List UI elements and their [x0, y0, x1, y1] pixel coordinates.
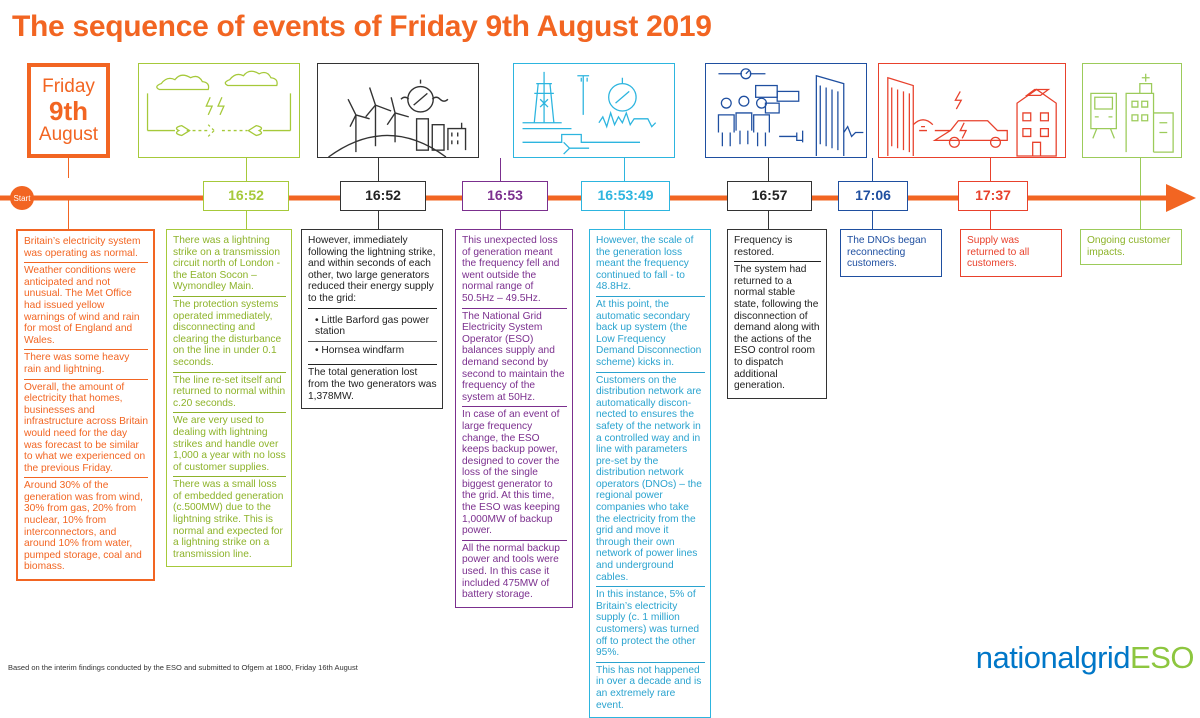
demand-disconnection-description: [589, 229, 711, 718]
connector-3: [500, 158, 501, 182]
time-box-165349: 16:53:49: [581, 181, 670, 211]
event-paragraph: The protection systems operated immediately, disconnecting and clearing the disturbance on the line in under 0.1 seconds.: [173, 296, 286, 372]
logo-text-eso: ESO: [1130, 640, 1194, 675]
event-paragraph: This has not happened in over a decade and is an extremely rare event.: [596, 662, 705, 714]
supply-returned-description: [960, 229, 1062, 277]
event-paragraph: Supply was returned to all customers.: [967, 235, 1030, 270]
customers-illustration: [1082, 63, 1182, 158]
page-title: The sequence of events of Friday 9th August 2019: [12, 10, 712, 43]
generators-description: [301, 229, 443, 409]
date-box: [27, 63, 110, 158]
time-box-1657: 16:57: [727, 181, 812, 211]
time-box-1706: 17:06: [838, 181, 908, 211]
reconnecting-description: [840, 229, 942, 277]
event-paragraph: This unexpected loss of generation meant the frequency fell and went outside the normal range of 50.5Hz – 49.5Hz.: [462, 235, 560, 304]
time-box-1652-lightning: 16:52: [203, 181, 289, 211]
event-paragraph: There was a small loss of embedded generation (c.500MW) due to the lightning strike. This is normal and expected for a lightning strike on a transmission line.: [173, 476, 286, 563]
event-paragraph: Ongoing customer impacts.: [1087, 235, 1171, 258]
date-day: Friday: [42, 76, 95, 97]
event-paragraph: However, immediately following the lightning strike, and within seconds of each other, two large generators reduced their energy supply to the grid:: [308, 235, 436, 304]
footnote: Based on the interim findings conducted by the ESO and submitted to Ofgem at 1800, Friday 16th August: [8, 663, 358, 672]
intro-description: [16, 229, 155, 581]
connector-5: [768, 158, 769, 182]
connector-1: [246, 158, 247, 182]
start-label: Start: [13, 194, 31, 203]
connector-6: [872, 158, 873, 182]
event-paragraph: There was a lightning strike on a transmission circuit north of London - the Eaton Socon – Wymondley Main.: [173, 235, 281, 293]
event-paragraph: However, the scale of the generation loss meant the frequency continued to fall - to 48.8Hz.: [596, 235, 694, 293]
event-paragraph: At this point, the automatic secondary back up system (the Low Frequency Demand Disconnection scheme) kicks in.: [596, 296, 705, 372]
event-paragraph: In this instance, 5% of Britain’s electricity supply (c. 1 million customers) was turned off to protect the other 95%.: [596, 586, 705, 662]
event-paragraph: In case of an event of large frequency change, the ESO keeps backup power, designed to cover the loss of the single biggest generator to the grid. At this time, the ESO was keeping 1,000MW of backup power.: [462, 406, 567, 540]
generator-item: • Hornsea windfarm: [308, 341, 437, 360]
date-month: August: [38, 124, 99, 145]
national-grid-eso-logo: [976, 640, 1194, 676]
time-box-1653: 16:53: [462, 181, 548, 211]
generator-item: • Little Barford gas power station: [315, 314, 429, 338]
lightning-description: [166, 229, 292, 567]
generators-illustration: [317, 63, 479, 158]
lightning-illustration: [138, 63, 300, 158]
event-paragraph: The total generation lost from the two generators was 1,378MW.: [308, 364, 437, 405]
time-box-1652-generators: 16:52: [340, 181, 426, 211]
intro-paragraph: There was some heavy rain and lightning.: [24, 349, 148, 378]
intro-paragraph: Britain’s electricity system was operating as normal.: [24, 236, 141, 259]
event-paragraph: Frequency is restored.: [734, 235, 793, 258]
connector-4: [624, 158, 625, 182]
event-paragraph: All the normal backup power and tools were used. In this case it included 475MW of battery storage.: [462, 540, 567, 604]
connector-intro: [68, 158, 69, 178]
generator-list: [308, 308, 437, 365]
connector-7: [990, 158, 991, 182]
frequency-fall-description: [455, 229, 573, 608]
event-paragraph: The DNOs began reconnecting customers.: [847, 235, 927, 270]
frequency-illustration: [513, 63, 675, 158]
connector-2: [378, 158, 379, 182]
intro-paragraph: Overall, the amount of electricity that homes, businesses and infrastructure across Britain would need for the day was forecast to be similar to what we experienced on the previous Friday.: [24, 379, 148, 478]
event-paragraph: We are very used to dealing with lightning strikes and handle over 1,000 a year with no loss of customer supplies.: [173, 412, 286, 476]
intro-paragraph: Around 30% of the generation was from wind, 30% from gas, 20% from nuclear, 10% from interconnectors, and around 10% from water, pumped storage, coal and biomass.: [24, 477, 148, 576]
intro-paragraph: Weather conditions were anticipated and not unusual. The Met Office had issued yellow warnings of wind and rain for most of England and Wales.: [24, 262, 148, 349]
customer-impacts-description: [1080, 229, 1182, 265]
event-paragraph: The line re-set itself and returned to normal within c.20 seconds.: [173, 372, 286, 413]
control-room-illustration: [705, 63, 867, 158]
reconnection-illustration: [878, 63, 1066, 158]
event-paragraph: The National Grid Electricity System Operator (ESO) balances supply and demand second by second to maintain the frequency of the system at 50Hz.: [462, 308, 567, 407]
date-number: 9th: [49, 96, 88, 126]
time-box-1737: 17:37: [958, 181, 1028, 211]
event-paragraph: Customers on the distribution network are automatically discon-nected to ensures the safety of the network in a controlled way and in line with parameters pre-set by the distribution network operators (DNOs) – the regional power companies who take the electricity from the grid and move it through their own network of power lines and underground cables.: [596, 372, 705, 587]
frequency-restored-description: [727, 229, 827, 399]
logo-text-nationalgrid: nationalgrid: [975, 640, 1131, 675]
event-paragraph: The system had returned to a normal stable state, following the disconnection of demand along with the actions of the ESO control room to dispatch additional generation.: [734, 261, 821, 395]
